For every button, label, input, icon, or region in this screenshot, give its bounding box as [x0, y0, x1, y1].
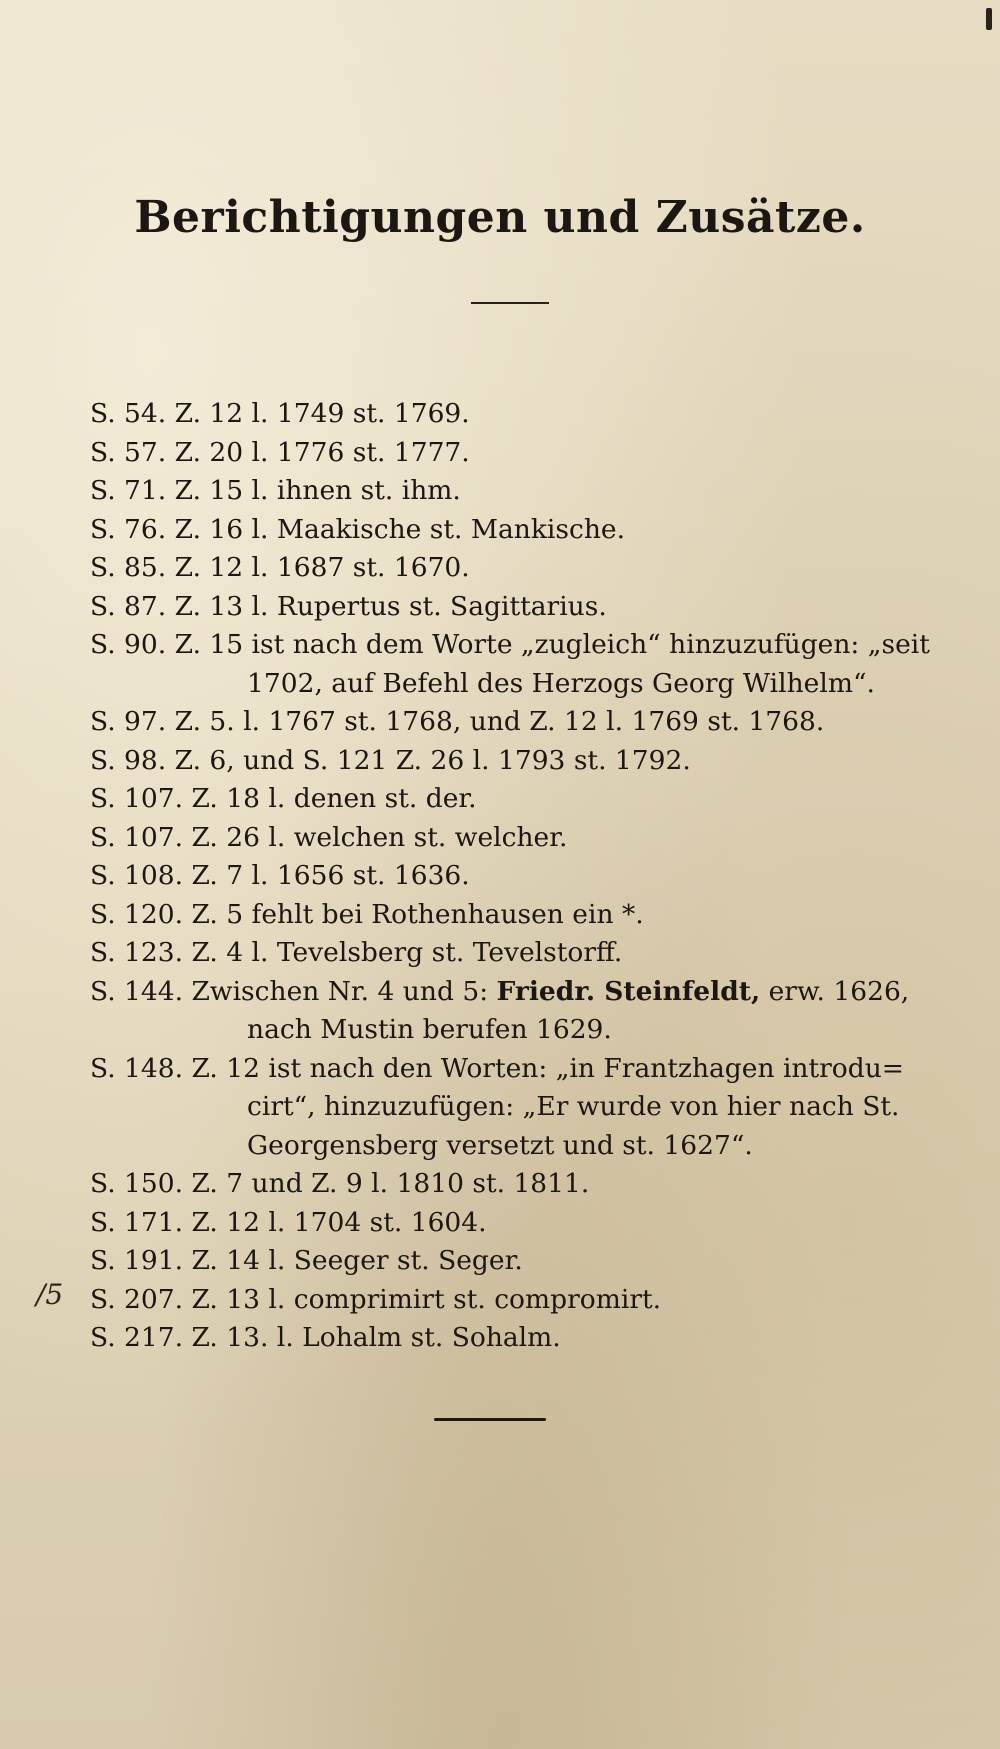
correction-entry — [90, 973, 930, 1050]
entry-line: S. 71. Z. 15 l. ihnen st. ihm. — [90, 475, 461, 506]
entry-line: S. 217. Z. 13. l. Lohalm st. Sohalm. — [90, 1322, 561, 1353]
entry-line: S. 171. Z. 12 l. 1704 st. 1604. — [90, 1206, 487, 1238]
entry-continuation: cirt“, hinzuzufügen: „Er wurde von hier nach St. — [247, 1091, 900, 1122]
entry-continuation: Georgensberg versetzt und st. 1627“. — [247, 1129, 753, 1161]
correction-entry — [90, 1204, 930, 1243]
entry-continuation: nach Mustin berufen 1629. — [247, 1014, 612, 1045]
correction-entry — [90, 896, 930, 935]
correction-entry — [90, 395, 930, 434]
correction-entry — [90, 472, 930, 511]
entry-line: S. 54. Z. 12 l. 1749 st. 1769. — [90, 398, 470, 429]
correction-entry — [90, 626, 930, 703]
entry-name-bold: Friedr. Steinfeldt, — [496, 975, 761, 1007]
entry-line: S. 87. Z. 13 l. Rupertus st. Sagittarius. — [90, 590, 607, 622]
correction-entry — [90, 780, 930, 819]
correction-entry — [90, 588, 930, 627]
entry-line: S. 98. Z. 6, und S. 121 Z. 26 l. 1793 st. 1792. — [90, 744, 691, 776]
correction-entry — [90, 819, 930, 858]
closing-rule — [434, 1418, 546, 1421]
entry-line: S. 148. Z. 12 ist nach den Worten: „in Frantzhagen introdu= — [90, 1052, 904, 1084]
entry-line: S. 108. Z. 7 l. 1656 st. 1636. — [90, 860, 470, 891]
entry-line: S. 85. Z. 12 l. 1687 st. 1670. — [90, 552, 470, 583]
entry-line: S. 107. Z. 26 l. welchen st. welcher. — [90, 821, 568, 853]
entry-line: S. 150. Z. 7 und Z. 9 l. 1810 st. 1811. — [90, 1168, 590, 1199]
entry-continuation: 1702, auf Befehl des Herzogs Georg Wilhelm“. — [247, 667, 875, 699]
correction-entry — [90, 549, 930, 588]
correction-entry — [90, 742, 930, 781]
title-rule — [471, 302, 549, 304]
entry-line: S. 97. Z. 5. l. 1767 st. 1768, und Z. 12 l. 1769 st. 1768. — [90, 706, 825, 737]
correction-entry — [90, 511, 930, 550]
entry-prefix: S. 144. Zwischen Nr. 4 und 5: — [90, 975, 497, 1007]
correction-entry — [90, 1319, 930, 1358]
entry-line: S. 207. Z. 13 l. comprimirt st. compromirt. — [90, 1283, 662, 1315]
entry-line: S. 90. Z. 15 ist nach dem Worte „zugleich“ hinzuzufügen: „seit — [90, 629, 930, 660]
correction-entry — [90, 434, 930, 473]
margin-mark — [986, 8, 992, 30]
correction-entry — [90, 1165, 930, 1204]
entry-line: S. 191. Z. 14 l. Seeger st. Seger. — [90, 1245, 523, 1276]
entry-line: S. 107. Z. 18 l. denen st. der. — [90, 783, 477, 814]
entry-line: S. 120. Z. 5 fehlt bei Rothenhausen ein *. — [90, 898, 644, 930]
correction-entry — [90, 857, 930, 896]
correction-entry — [90, 1281, 930, 1320]
corrections-list — [90, 395, 930, 1358]
margin-note: /5 — [36, 1278, 64, 1311]
page-title: Berichtigungen und Zusätze. — [134, 192, 866, 243]
correction-entry — [90, 934, 930, 973]
entry-line: S. 123. Z. 4 l. Tevelsberg st. Tevelstorff. — [90, 937, 623, 968]
entry-line: S. 76. Z. 16 l. Maakische st. Mankische. — [90, 513, 626, 545]
entry-suffix: erw. 1626, — [760, 975, 910, 1007]
entry-line: S. 57. Z. 20 l. 1776 st. 1777. — [90, 436, 470, 468]
correction-entry — [90, 1242, 930, 1281]
correction-entry — [90, 1050, 930, 1166]
correction-entry — [90, 703, 930, 742]
